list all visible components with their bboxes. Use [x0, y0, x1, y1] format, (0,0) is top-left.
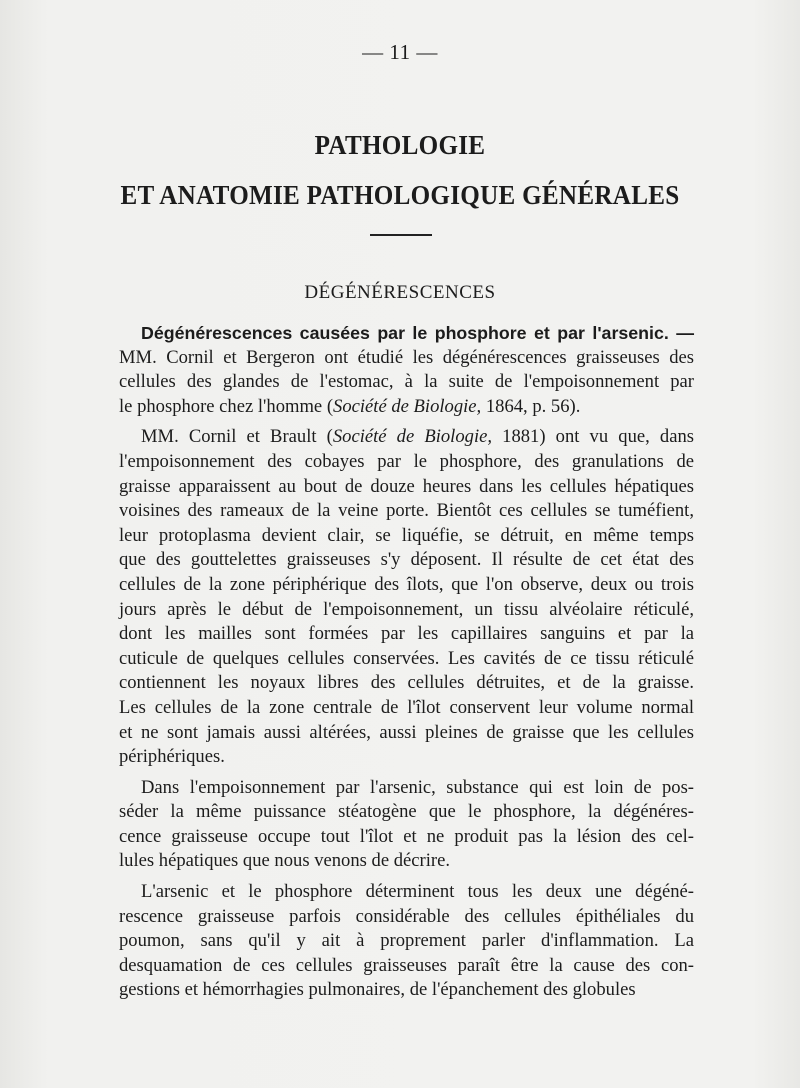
text-line: dont les mailles sont formées par les capillaires sanguins et par la — [119, 623, 694, 645]
chapter-title-line-1: PATHOLOGIE — [314, 130, 486, 160]
title-divider — [370, 234, 432, 236]
text-line: gestions et hémorrhagies pulmonaires, de l'épanchement des globules — [119, 979, 636, 1001]
chapter-title-line-2: ET ANATOMIE PATHOLOGIQUE GÉNÉRALES — [120, 180, 680, 210]
text-line: cence graisseuse occupe tout l'îlot et ne produit pas la lésion des cel- — [119, 825, 694, 847]
text-line: que des gouttelettes graisseuses s'y déposent. Il résulte de cet état des — [119, 549, 694, 571]
text-line — [119, 321, 694, 346]
text-line: cellules de la zone périphérique des îlots, que l'on observe, deux ou trois — [119, 573, 694, 595]
text-line: graisse apparaissent au bout de douze heures dans les cellules hépatiques — [119, 475, 694, 497]
text-line: cuticule de quelques cellules conservées. Les cavités de ce tissu réticulé — [119, 647, 694, 669]
paragraph — [119, 880, 694, 1003]
text-segment: MM. Cornil et Brault ( — [141, 426, 333, 448]
text-line: Les cellules de la zone centrale de l'îlot conservent leur volume normal — [119, 696, 694, 718]
paragraph — [119, 776, 694, 874]
text-line: L'arsenic et le phosphore déterminent tous les deux une dégéné- — [141, 881, 694, 903]
body-text — [119, 321, 694, 1003]
citation-italic: Société de Biologie, — [332, 426, 493, 448]
text-segment: le phosphore chez l'homme ( — [119, 395, 334, 417]
text-line: MM. Cornil et Bergeron ont étudié les dégénérescences graisseuses des — [119, 346, 694, 368]
text-line: l'empoisonnement des cobayes par le phosphore, des granulations de — [119, 450, 694, 472]
paragraph — [119, 425, 694, 769]
page-number: — 11 — — [362, 40, 438, 64]
text-line: leur protoplasma devient clair, se liquéfie, se détruit, en même temps — [119, 524, 694, 546]
text-line: Dans l'empoisonnement par l'arsenic, substance qui est loin de pos- — [141, 776, 694, 798]
text-line — [119, 425, 694, 450]
text-line: jours après le début de l'empoisonnement, un tissu alvéolaire réticulé, — [119, 598, 694, 620]
text-line: contiennent les noyaux libres des cellules détruites, et de la graisse. — [119, 672, 694, 694]
text-line: desquamation de ces cellules graisseuses paraît être la cause des con- — [119, 954, 694, 976]
text-line: rescence graisseuse parfois considérable des cellules épithéliales du — [119, 905, 694, 927]
text-line: poumon, sans qu'il y ait à proprement parler d'inflammation. La — [119, 930, 694, 952]
text-line: cellules des glandes de l'estomac, à la suite de l'empoisonnement par — [119, 371, 694, 393]
text-line: et ne sont jamais aussi altérées, aussi pleines de graisse que les cellules — [119, 721, 694, 743]
text-segment: 1881) ont vu que, dans — [492, 426, 694, 448]
paragraph — [119, 321, 694, 419]
text-line: voisines des rameaux de la veine porte. Bientôt ces cellules se tuméfient, — [119, 500, 694, 522]
section-heading: DÉGÉNÉRESCENCES — [304, 282, 496, 303]
text-line — [119, 395, 694, 420]
text-line: périphériques. — [119, 746, 225, 768]
paragraph-lead-heading: Dégénérescences causées par le phosphore et par l'arsenic. — — [141, 323, 694, 343]
citation-italic: Société de Biologie, — [333, 395, 482, 417]
text-segment: 1864, p. 56). — [481, 395, 581, 417]
text-line: séder la même puissance stéatogène que le phosphore, la dégénéres- — [119, 801, 694, 823]
text-line: lules hépatiques que nous venons de décrire. — [119, 850, 450, 872]
